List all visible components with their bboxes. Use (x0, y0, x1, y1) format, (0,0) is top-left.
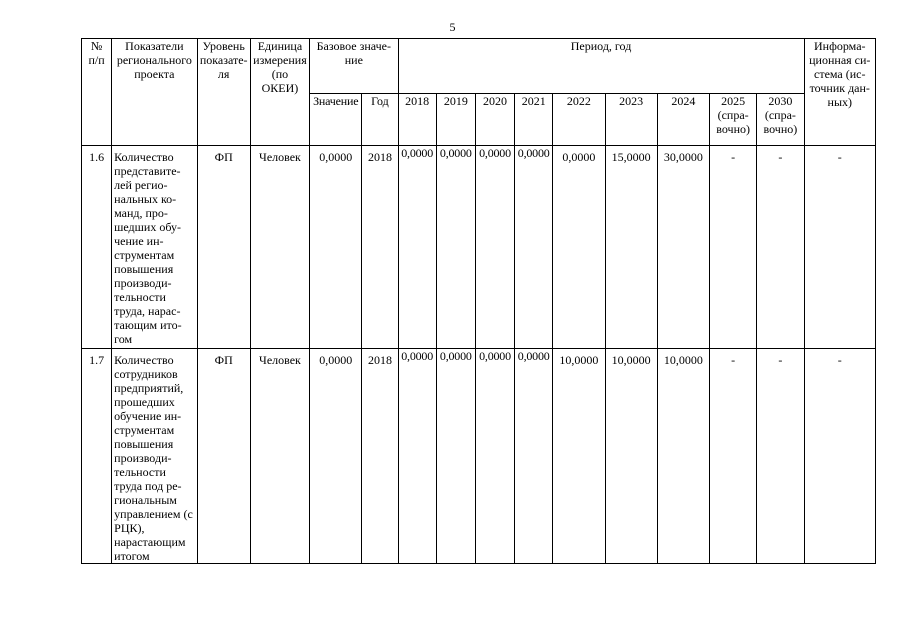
header-year-2021: 2021 (515, 94, 553, 146)
row-indicator: Количество представите-лей регио-нальных ко-манд, про-шедших обу-чение ин-струментам повышения производи-тельности труда, нарас-тающим ито-гом (112, 146, 197, 349)
header-year: Год (362, 94, 398, 146)
header-info-system: Информа-ционная си-стема (ис-точник дан-ных) (804, 39, 875, 146)
header-year-2022: 2022 (553, 94, 605, 146)
row-num: 1.6 (82, 146, 112, 349)
row-value-2025: - (710, 146, 757, 349)
row-base-year: 2018 (362, 349, 398, 564)
table-row (82, 349, 876, 564)
header-year-2025: 2025 (спра- вочно) (710, 94, 757, 146)
header-period: Период, год (398, 39, 804, 94)
row-value-2024: 30,0000 (657, 146, 709, 349)
row-value-2022: 10,0000 (553, 349, 605, 564)
row-level: ФП (197, 146, 250, 349)
row-value-2030: - (757, 146, 804, 349)
row-base-value: 0,0000 (310, 146, 362, 349)
header-year-2030: 2030 (спра- вочно) (757, 94, 804, 146)
row-value-2030: - (757, 349, 804, 564)
row-source: - (804, 146, 875, 349)
row-num: 1.7 (82, 349, 112, 564)
header-year-2023: 2023 (605, 94, 657, 146)
header-level: Уровень показате-ля (197, 39, 250, 146)
header-year-2020: 2020 (475, 94, 514, 146)
row-value-2024: 10,0000 (657, 349, 709, 564)
row-value-2019: 0,0000 (436, 146, 475, 349)
header-base-value: Базовое значе-ние (310, 39, 398, 94)
header-value: Значение (310, 94, 362, 146)
header-year-2019: 2019 (436, 94, 475, 146)
header-year-2018: 2018 (398, 94, 436, 146)
row-unit: Человек (250, 349, 309, 564)
row-value-2020: 0,0000 (475, 349, 514, 564)
header-indicators: Показатели регионального проекта (112, 39, 197, 146)
row-value-2020: 0,0000 (475, 146, 514, 349)
row-level: ФП (197, 349, 250, 564)
row-value-2021: 0,0000 (515, 146, 553, 349)
row-value-2019: 0,0000 (436, 349, 475, 564)
row-indicator: Количество сотрудников предприятий, прошедших обучение ин-струментам повышения производи-тельности труда под ре-гиональным управлением (с РЦК), нарастающим итогом (112, 349, 197, 564)
row-base-year: 2018 (362, 146, 398, 349)
header-num: № п/п (82, 39, 112, 146)
row-value-2022: 0,0000 (553, 146, 605, 349)
row-value-2023: 10,0000 (605, 349, 657, 564)
row-source: - (804, 349, 875, 564)
indicators-table (81, 38, 876, 564)
row-value-2018: 0,0000 (398, 146, 436, 349)
row-base-value: 0,0000 (310, 349, 362, 564)
row-value-2018: 0,0000 (398, 349, 436, 564)
header-row-1 (82, 39, 876, 94)
row-value-2025: - (710, 349, 757, 564)
row-value-2021: 0,0000 (515, 349, 553, 564)
header-unit: Единица измерения (по ОКЕИ) (250, 39, 309, 146)
row-value-2023: 15,0000 (605, 146, 657, 349)
page-number: 5 (449, 20, 456, 34)
header-year-2024: 2024 (657, 94, 709, 146)
table-row (82, 146, 876, 349)
row-unit: Человек (250, 146, 309, 349)
